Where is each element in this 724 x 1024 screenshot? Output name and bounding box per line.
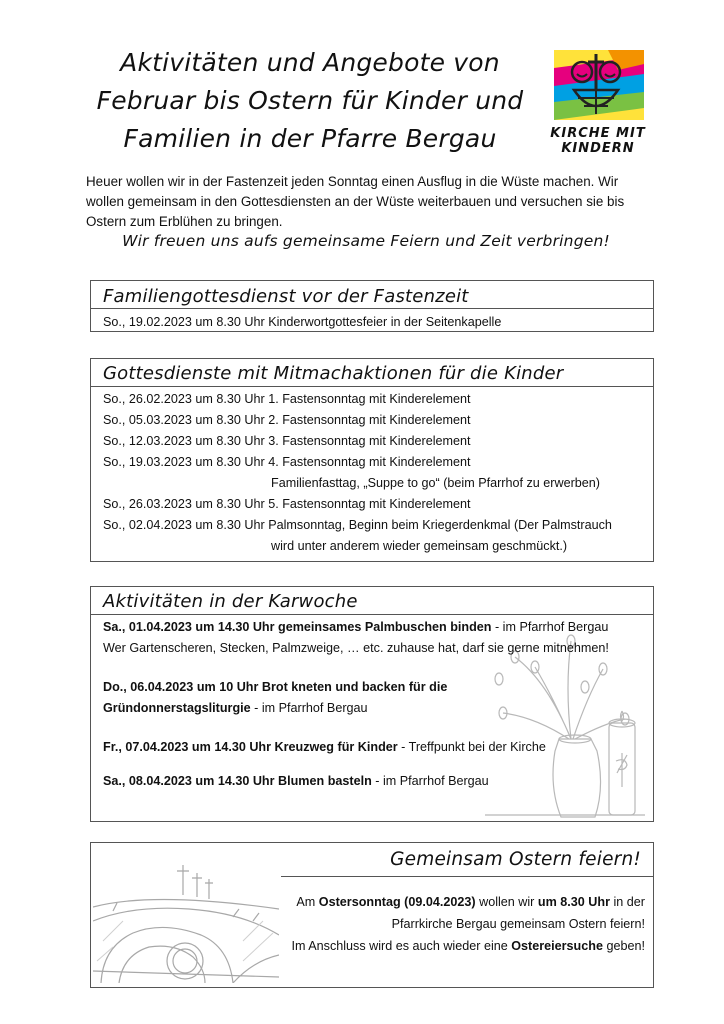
list-item: So., 05.03.2023 um 8.30 Uhr 2. Fastensonntag mit Kinderelement [103,413,471,427]
event-note: Wer Gartenscheren, Stecken, Palmzweige, … etc. zuhause hat, darf sie gerne mitnehmen! [103,641,609,655]
egg-hunt: Ostereiersuche [511,939,603,953]
karwoche-item-4 [103,771,643,792]
event-date-title: Fr., 07.04.2023 um 14.30 Uhr Kreuzweg für Kinder [103,740,398,754]
karwoche-item-2 [103,677,643,719]
title-line-1: Aktivitäten und Angebote von [120,48,500,77]
karwoche-item-3 [103,737,643,758]
slogan: Wir freuen uns aufs gemeinsame Feiern und Zeit verbringen! [122,232,610,250]
easter-text [265,891,645,957]
divider [91,308,653,309]
event-date-title-cont: Gründonnerstagsliturgie [103,701,251,715]
list-item: So., 19.03.2023 um 8.30 Uhr 4. Fastensonntag mit Kinderelement [103,455,471,469]
easter-text-part: Am [296,895,319,909]
event-location: - im Pfarrhof Bergau [371,774,489,788]
list-item: So., 26.02.2023 um 8.30 Uhr 1. Fastensonntag mit Kinderelement [103,392,471,406]
event-location: - im Pfarrhof Bergau [491,620,609,634]
easter-text-part: Im Anschluss wird es auch wieder eine [291,939,512,953]
divider [91,386,653,387]
karwoche-item-1 [103,617,643,659]
service-list [103,389,643,557]
section-title: Aktivitäten in der Karwoche [103,591,358,612]
gottesdienste-section [90,358,654,562]
intro-paragraph: Heuer wollen wir in der Fastenzeit jeden Sonntag einen Ausflug in die Wüste machen. Wir wollen gemeinsam in den Gottesdiensten an der Wüste weiterbauen und versuchen sie bis Ostern zum Erblühen zu bringen. [86,174,625,229]
event-date-title: Sa., 08.04.2023 um 14.30 Uhr Blumen basteln [103,774,372,788]
title-line-2: Februar bis Ostern für Kinder und [96,86,524,115]
easter-date: Ostersonntag (09.04.2023) [318,895,476,909]
empty-tomb-illustration [93,851,279,983]
page-title [80,44,540,158]
section-title: Gemeinsam Ostern feiern! [390,849,641,870]
logo-caption [550,126,646,156]
list-item: So., 26.03.2023 um 8.30 Uhr 5. Fastensonntag mit Kinderelement [103,497,471,511]
logo-caption-line-1: KIRCHE MIT [550,126,646,141]
event-location: - im Pfarrhof Bergau [250,701,368,715]
list-item: So., 02.04.2023 um 8.30 Uhr Palmsonntag, Beginn beim Kriegerdenkmal (Der Palmstrauch [103,518,612,532]
section-title: Gottesdienste mit Mitmachaktionen für die Kinder [103,363,564,384]
list-item-note: wird unter anderem wieder gemeinsam geschmückt.) [271,539,568,553]
title-line-3: Familien in der Pfarre Bergau [123,124,497,153]
easter-text-part: geben! [602,939,645,953]
easter-text-part: wollen wir [475,895,538,909]
divider [281,876,653,877]
easter-text-part: in der [609,895,645,909]
event-location: - Treffpunkt bei der Kirche [397,740,546,754]
easter-text-line: Pfarrkirche Bergau gemeinsam Ostern feiern! [391,917,645,931]
section-title: Familiengottesdienst vor der Fastenzeit [103,286,469,307]
karwoche-section [90,586,654,822]
logo-caption-line-2: KINDERN [561,141,635,156]
ostern-section [90,842,654,988]
easter-time: um 8.30 Uhr [537,895,610,909]
list-item-note: Familienfasttag, „Suppe to go“ (beim Pfarrhof zu erwerben) [271,476,600,490]
list-item: So., 12.03.2023 um 8.30 Uhr 3. Fastensonntag mit Kinderelement [103,434,471,448]
event-entry: So., 19.02.2023 um 8.30 Uhr Kinderwortgottesfeier in der Seitenkapelle [103,315,502,329]
event-date-title: Sa., 01.04.2023 um 14.30 Uhr gemeinsames Palmbuschen binden [103,620,492,634]
event-date-title: Do., 06.04.2023 um 10 Uhr Brot kneten und backen für die [103,680,448,694]
divider [91,614,653,615]
familiengottesdienst-section [90,280,654,332]
